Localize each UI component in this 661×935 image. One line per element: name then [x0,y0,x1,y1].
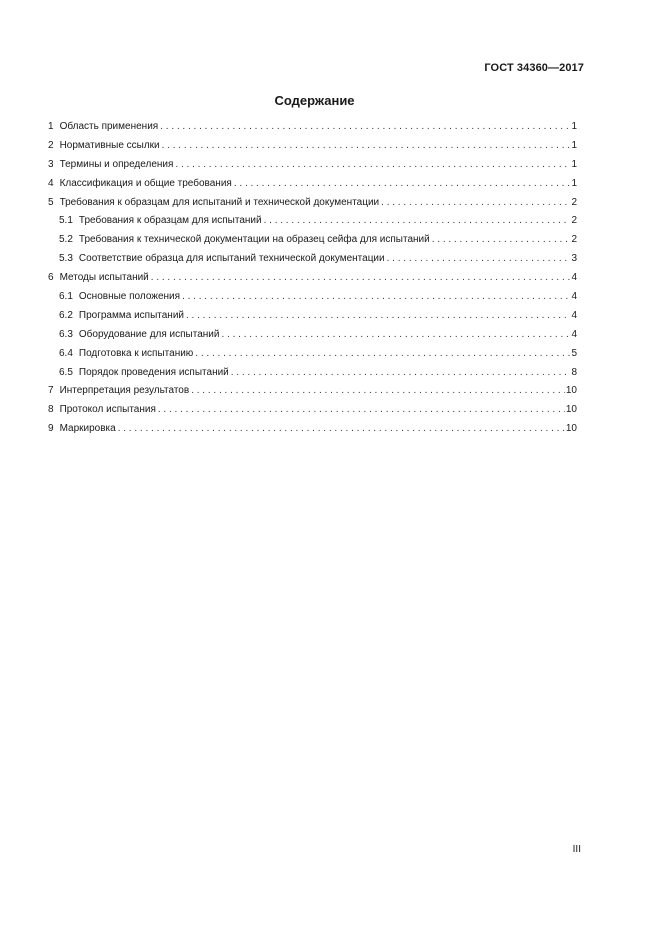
toc-entry-number: 6.5 [59,366,73,378]
toc-dot-leader [160,121,570,132]
toc-entry-page: 2 [571,196,577,208]
toc-entry-title: Протокол испытания [59,404,156,416]
toc-entry[interactable] [48,272,577,291]
toc-subentry[interactable] [48,291,577,310]
document-code: ГОСТ 34360—2017 [484,62,584,74]
toc-dot-leader [158,404,565,415]
toc-subentry[interactable] [48,215,577,234]
toc-dot-leader [231,367,571,378]
toc-entry-title: Маркировка [59,423,116,435]
toc-entry-number: 6.4 [59,347,73,359]
toc-subentry[interactable] [48,234,577,253]
toc-entry-title: Термины и определения [59,158,174,170]
toc-entry-page: 4 [571,328,577,340]
toc-entry-page: 2 [571,215,577,227]
toc-entry-number: 5.2 [59,234,73,246]
toc-entry-number: 6.3 [59,328,73,340]
toc-entry-number: 8 [48,404,54,416]
toc-entry-number: 1 [48,121,54,132]
toc-entry-title: Оборудование для испытаний [78,328,220,340]
toc-dot-leader [387,253,571,264]
toc-dot-leader [151,272,571,283]
toc-entry-page: 1 [571,177,577,189]
toc-entry-number: 7 [48,385,54,397]
toc-entry-number: 6.1 [59,291,73,303]
toc-entry-title: Требования к образцам для испытаний и технической документации [59,196,380,208]
toc-entry-title: Требования к образцам для испытаний [78,215,262,227]
toc-dot-leader [195,348,570,359]
toc-entry-page: 4 [571,272,577,284]
toc-entry-page: 8 [571,366,577,378]
toc-entry-title: Программа испытаний [78,309,184,321]
toc-entry-number: 9 [48,423,54,435]
toc-entry[interactable] [48,178,577,197]
toc-entry-page: 10 [565,404,577,416]
toc-entry-page: 4 [571,309,577,321]
toc-dot-leader [186,310,570,321]
table-of-contents [48,121,577,442]
toc-subentry[interactable] [48,329,577,348]
toc-dot-leader [432,234,571,245]
toc-entry-page: 10 [565,385,577,397]
toc-entry-page: 5 [571,347,577,359]
toc-entry-number: 6 [48,272,54,284]
toc-entry[interactable] [48,423,577,442]
toc-entry-title: Соответствие образца для испытаний технической документации [78,253,385,265]
toc-entry[interactable] [48,121,577,140]
page-number: III [572,844,581,855]
toc-entry-number: 6.2 [59,309,73,321]
toc-entry-number: 4 [48,177,54,189]
toc-subentry[interactable] [48,367,577,386]
toc-entry-page: 1 [571,139,577,151]
toc-dot-leader [191,385,565,396]
toc-dot-leader [221,329,570,340]
toc-entry-title: Нормативные ссылки [59,139,160,151]
toc-entry-title: Классификация и общие требования [59,177,232,189]
toc-subentry[interactable] [48,348,577,367]
toc-entry-title: Порядок проведения испытаний [78,366,229,378]
toc-entry-title: Подготовка к испытанию [78,347,194,359]
toc-entry-page: 10 [565,423,577,435]
toc-entry[interactable] [48,159,577,178]
toc-subentry[interactable] [48,310,577,329]
toc-subentry[interactable] [48,253,577,272]
toc-entry[interactable] [48,385,577,404]
toc-entry-title: Область применения [59,121,159,132]
toc-entry-number: 3 [48,158,54,170]
toc-entry-title: Интерпретация результатов [59,385,190,397]
toc-dot-leader [381,197,570,208]
toc-entry-title: Требования к технической документации на образец сейфа для испытаний [78,234,430,246]
toc-entry[interactable] [48,404,577,423]
toc-dot-leader [118,423,565,434]
toc-entry-page: 1 [571,158,577,170]
toc-entry-page: 4 [571,291,577,303]
toc-dot-leader [234,178,571,189]
toc-entry-title: Методы испытаний [59,272,149,284]
toc-entry-number: 5.3 [59,253,73,265]
toc-dot-leader [162,140,571,151]
toc-title: Содержание [274,93,355,108]
toc-entry-page: 2 [571,234,577,246]
toc-entry[interactable] [48,197,577,216]
toc-entry-number: 5 [48,196,54,208]
toc-entry-number: 5.1 [59,215,73,227]
toc-dot-leader [175,159,570,170]
toc-entry-title: Основные положения [78,291,181,303]
toc-entry-page: 1 [571,121,577,132]
toc-dot-leader [264,215,571,226]
toc-entry[interactable] [48,140,577,159]
toc-dot-leader [182,291,570,302]
toc-entry-page: 3 [571,253,577,265]
toc-entry-number: 2 [48,139,54,151]
